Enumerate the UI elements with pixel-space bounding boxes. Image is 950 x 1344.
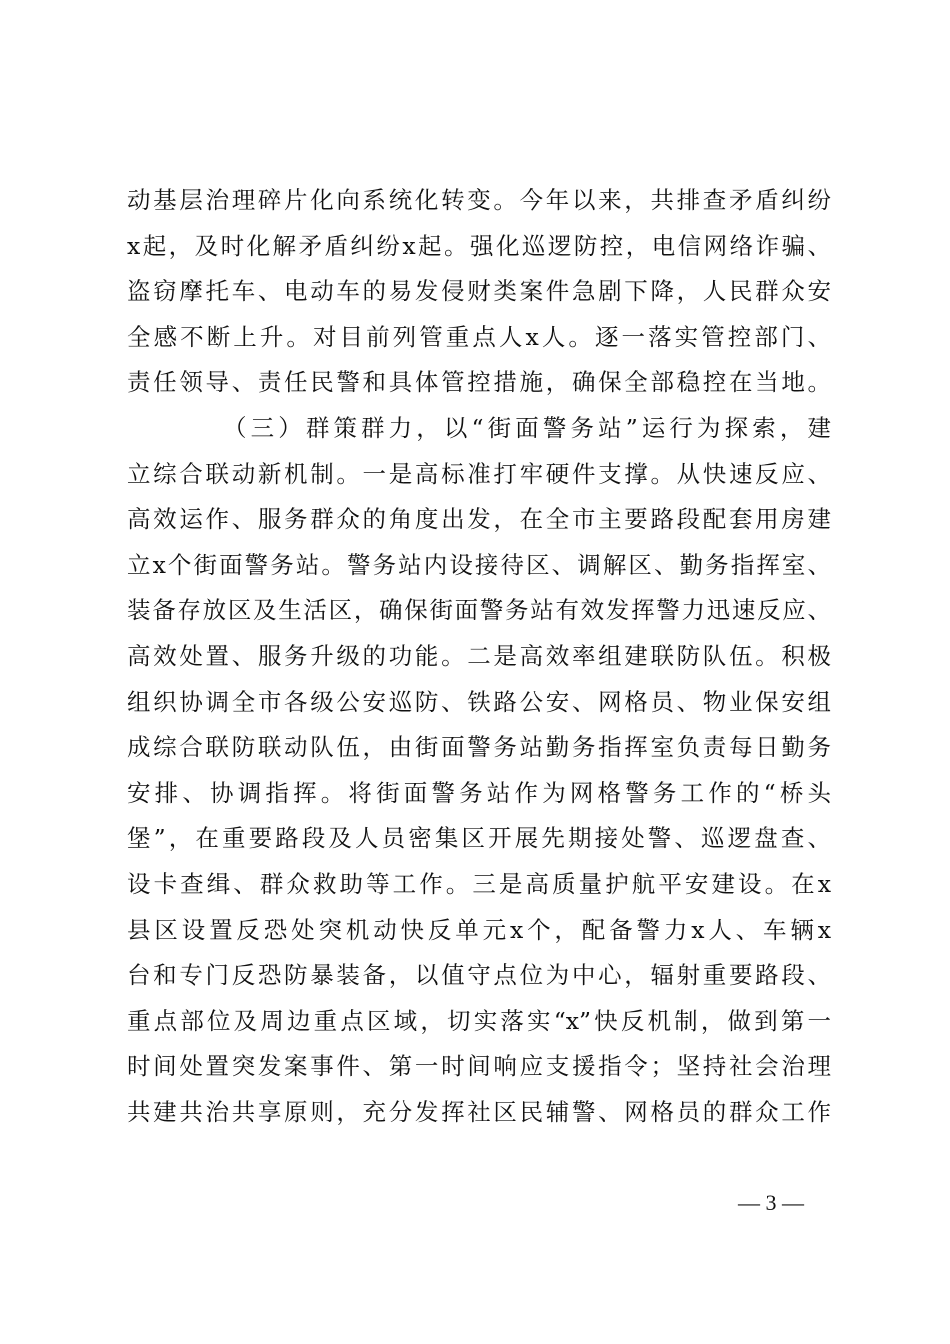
text-line: 时间处置突发案事件、第一时间响应支援指令；坚持社会治理 [127,1052,831,1081]
text-line: x起，及时化解矛盾纠纷x起。强化巡逻防控，电信网络诈骗、 [127,231,831,260]
text-line: 盗窃摩托车、电动车的易发侵财类案件急剧下降，人民群众安 [127,277,831,306]
text-line: 重点部位及周边重点区域，切实落实“x”快反机制，做到第一 [127,1006,831,1035]
text-line: 共建共治共享原则，充分发挥社区民辅警、网格员的群众工作 [127,1097,831,1126]
text-line: 堡”，在重要路段及人员密集区开展先期接处警、巡逻盘查、 [127,824,831,853]
text-line: 责任领导、责任民警和具体管控措施，确保全部稳控在当地。 [127,368,831,397]
text-line: 高效处置、服务升级的功能。二是高效率组建联防队伍。积极 [127,641,831,670]
section-heading-line: （三）群策群力，以“街面警务站”运行为探索，建 [223,413,831,442]
paragraph-continuation [127,178,831,406]
text-line: 设卡查缉、群众救助等工作。三是高质量护航平安建设。在x [127,869,831,898]
page-number: — 3 — [738,1190,804,1215]
text-line: 装备存放区及生活区，确保街面警务站有效发挥警力迅速反应、 [127,596,831,625]
text-line: 县区设置反恐处突机动快反单元x个，配备警力x人、车辆x [127,915,831,944]
text-line: 全感不断上升。对目前列管重点人x人。逐一落实管控部门、 [127,322,831,351]
text-line: 组织协调全市各级公安巡防、铁路公安、网格员、物业保安组 [127,687,831,716]
text-line: 成综合联防联动队伍，由街面警务站勤务指挥室负责每日勤务 [127,733,831,762]
text-line: 安排、协调指挥。将街面警务站作为网格警务工作的“桥头 [127,778,831,807]
text-line: 动基层治理碎片化向系统化转变。今年以来，共排查矛盾纠纷 [127,186,831,214]
paragraph-section-three [127,406,831,1136]
document-body [127,178,831,1135]
text-line: 台和专门反恐防暴装备，以值守点位为中心，辐射重要路段、 [127,961,831,990]
text-line: 立x个街面警务站。警务站内设接待区、调解区、勤务指挥室、 [127,550,831,579]
text-line: 高效运作、服务群众的角度出发，在全市主要路段配套用房建 [127,505,831,534]
text-line: 立综合联动新机制。一是高标准打牢硬件支撑。从快速反应、 [127,459,831,488]
